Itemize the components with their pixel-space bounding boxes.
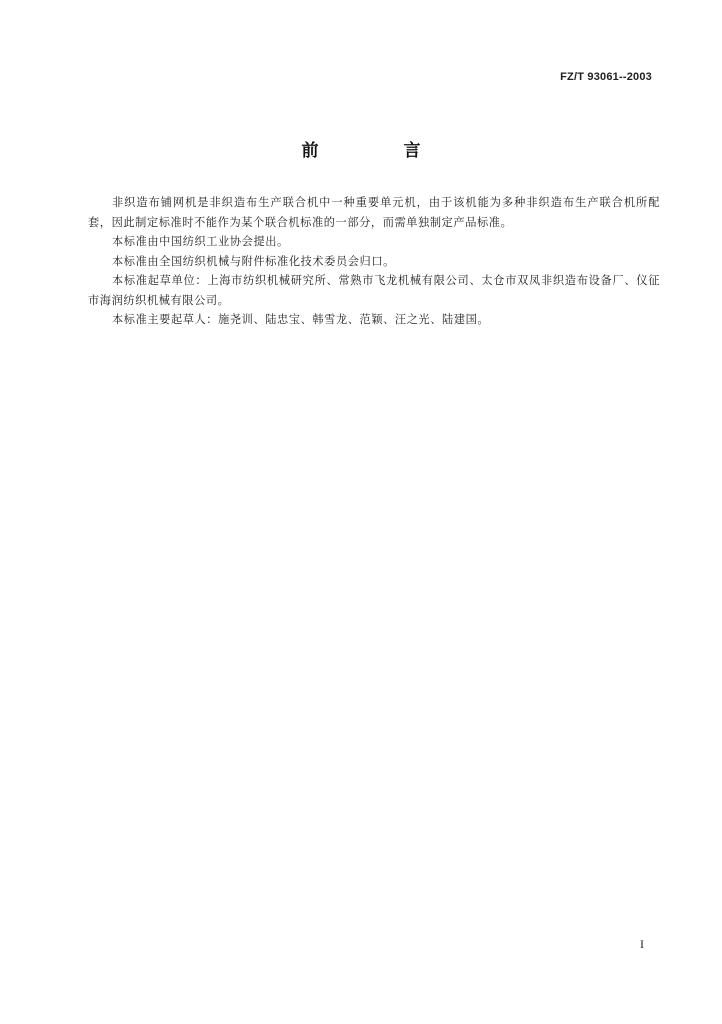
paragraph: 本标准主要起草人：施尧训、陆忠宝、韩雪龙、范颖、汪之光、陆建国。: [112, 313, 490, 326]
paragraph: 非织造布铺网机是非织造布生产联合机中一种重要单元机，由于该机能为多种非织造布生产联合机所配套，因此制定标准时不能作为某个联合机标准的一部分，而需单独制定产品标准。: [88, 196, 660, 229]
foreword-body: [88, 193, 660, 330]
paragraph: 本标准起草单位：上海市纺织机械研究所、常熟市飞龙机械有限公司、太仓市双凤非织造布设备厂、仪征市海润纺织机械有限公司。: [88, 274, 660, 307]
paragraph: 本标准由全国纺织机械与附件标准化技术委员会归口。: [112, 254, 395, 268]
standard-code: FZ/T 93061--2003: [560, 71, 652, 83]
page-title: 前 言: [301, 141, 455, 161]
paragraph: 本标准由中国纺织工业协会提出。: [112, 235, 289, 248]
page-number: I: [640, 937, 644, 951]
